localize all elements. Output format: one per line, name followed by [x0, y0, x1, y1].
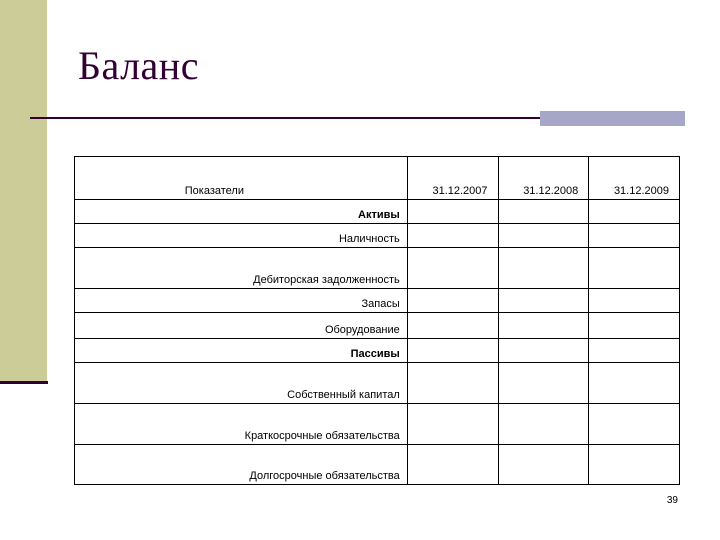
table-cell: [407, 339, 498, 363]
table-cell: [589, 363, 680, 404]
header-year-2007: 31.12.2007: [407, 157, 498, 200]
table-header-row: [75, 157, 680, 200]
header-indicators: Показатели: [75, 157, 408, 200]
table-cell: [407, 363, 498, 404]
table-row: [75, 339, 680, 363]
table-row: [75, 363, 680, 404]
balance-table: [74, 156, 680, 485]
row-label-equity: Собственный капитал: [75, 363, 408, 404]
table-cell: [498, 224, 589, 248]
table-row: [75, 248, 680, 289]
page-number: 39: [666, 495, 678, 506]
table-cell: [589, 445, 680, 485]
row-label-cash: Наличность: [75, 224, 408, 248]
header-year-2009: 31.12.2009: [589, 157, 680, 200]
side-decor-underline: [0, 381, 48, 384]
row-label-inventory: Запасы: [75, 289, 408, 313]
table-cell: [498, 248, 589, 289]
table-cell: [407, 404, 498, 445]
table-cell: [407, 248, 498, 289]
row-label-assets: Активы: [75, 200, 408, 224]
table-cell: [407, 289, 498, 313]
table-cell: [498, 404, 589, 445]
table-row: [75, 313, 680, 339]
table-cell: [498, 339, 589, 363]
row-label-short-term-liabilities: Краткосрочные обязательства: [75, 404, 408, 445]
row-label-long-term-liabilities: Долгосрочные обязательства: [75, 445, 408, 485]
table-row: [75, 200, 680, 224]
table-cell: [407, 200, 498, 224]
table-cell: [589, 404, 680, 445]
table-cell: [498, 363, 589, 404]
table-cell: [498, 289, 589, 313]
table-cell: [589, 200, 680, 224]
table-cell: [589, 339, 680, 363]
table-row: [75, 224, 680, 248]
table-cell: [407, 313, 498, 339]
row-label-liabilities: Пассивы: [75, 339, 408, 363]
slide-title: Баланс: [78, 43, 199, 88]
table-cell: [498, 445, 589, 485]
table-cell: [589, 248, 680, 289]
header-year-2008: 31.12.2008: [498, 157, 589, 200]
table-cell: [589, 289, 680, 313]
table-row: [75, 289, 680, 313]
table-cell: [407, 445, 498, 485]
table-cell: [407, 224, 498, 248]
side-decor-band: [0, 0, 47, 382]
title-divider-accent: [540, 111, 685, 126]
table-cell: [589, 224, 680, 248]
table-cell: [498, 200, 589, 224]
row-label-receivables: Дебиторская задолженность: [75, 248, 408, 289]
row-label-equipment: Оборудование: [75, 313, 408, 339]
table-row: [75, 404, 680, 445]
table-cell: [589, 313, 680, 339]
table-cell: [498, 313, 589, 339]
table-row: [75, 445, 680, 485]
